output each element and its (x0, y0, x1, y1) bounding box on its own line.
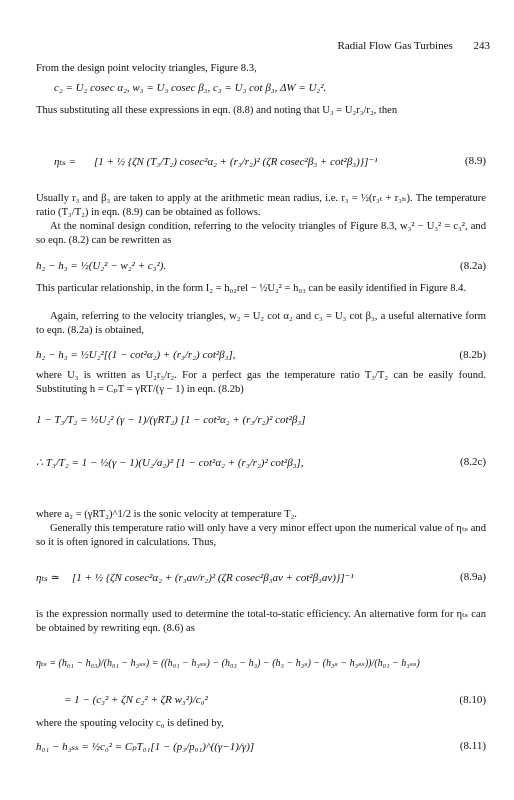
paragraph: Usually r₃ and β₃ are taken to apply at the arithmetic mean radius, i.e. r₃ = ½(r₃ₜ + r₃ₕ). The temperature ratio (T₃/T₂) in eqn. (8.9) can be obtained as follows. (36, 193, 486, 218)
equation-text: c₂ = U₂ cosec α₂, w₃ = U₃ cosec β₃, c₃ = U₃ cot β₃, ΔW = U₂². (54, 82, 327, 94)
equation-8-2c (36, 450, 486, 478)
equation-text: h₂ − h₃ = ½(U₂² − w₂² + c₃²). (36, 260, 167, 272)
equation-8-10 (36, 694, 486, 708)
equation-number: (8.2c) (460, 456, 486, 468)
equation-temperature-ratio (36, 410, 486, 434)
equation-velocity-relations (36, 82, 486, 96)
equation-number: (8.2b) (459, 349, 486, 361)
equation-number: (8.2a) (460, 260, 486, 272)
paragraph: where a₂ = (γRT₂)^1/2 is the sonic velocity at temperature T₂. (36, 509, 297, 520)
equation-lhs: ηₜₛ = (54, 156, 77, 168)
paragraph: From the design point velocity triangles, Figure 8.3, (36, 63, 257, 74)
equation-number: (8.10) (459, 694, 486, 706)
equation-8-9 (36, 148, 486, 178)
equation-8-2a (36, 260, 486, 274)
equation-number: (8.9) (464, 155, 486, 167)
paragraph: Thus substituting all these expressions in eqn. (8.8) and noting that U₃ = U₂r₃/r₂, then (36, 105, 398, 116)
paragraph: is the expression normally used to determine the total-to-static efficiency. An alternative form for ηₜₛ can be obtained by rewriting eqn. (8.6) as (36, 609, 486, 634)
paragraph: Again, referring to the velocity triangles, w₂ = U₂ cot α₂ and c₃ = U₃ cot β₃, a useful alternative form to eqn. (8.2a) is obtained, (36, 311, 486, 336)
equation-text: ηₜₛ = (h₀₁ − h₀₃)/(h₀₁ − h₃ₛₛ) = ((h₀₁ − h₃ₛₛ) − (h₀₃ − h₃) − (h₃ − h₃ₛ) − (h₃ₛ − h₃ₛₛ))/(h₀₁ − h₃ₛₛ) (36, 658, 420, 669)
equation-number: (8.9a) (460, 571, 486, 583)
paragraph: This particular relationship, in the form I₂ = h₀₂rel − ½U₂² = h₀₃ can be easily identified in Figure 8.4. (36, 283, 467, 294)
equation-text: [1 + ½ {ζN cosec²α₂ + (r₃av/r₂)² (ζR cosec²β₃av + cot²β₃av)}]⁻¹ (72, 572, 354, 584)
equation-8-11 (36, 740, 486, 754)
equation-number: (8.11) (459, 740, 486, 752)
running-header (320, 40, 490, 52)
equation-text: 1 − T₃/T₂ = ½U₂² (γ − 1)/(γRT₂) [1 − cot²α₂ + (r₃/r₂)² cot²β₃] (36, 414, 306, 426)
equation-lhs: ηₜₛ ≃ (36, 572, 60, 584)
page-number: 243 (473, 40, 490, 52)
running-title: Radial Flow Gas Turbines (337, 40, 453, 52)
equation-8-9a (36, 564, 486, 594)
equation-text: = 1 − (c₃² + ζN c₂² + ζR w₃²)/c₀² (64, 694, 208, 706)
paragraph: where U₃ is written as U₂r₃/r₂. For a perfect gas the temperature ratio T₃/T₂ can be easily found. Substituting h = CₚT = γRT/(γ − 1) in eqn. (8.2b) (36, 370, 486, 395)
equation-text: h₀₁ − h₃ₛₛ = ½c₀² = CₚT₀₁[1 − (p₃/p₀₁)^((γ−1)/γ)] (36, 741, 255, 753)
equation-text: h₂ − h₃ = ½U₂²[(1 − cot²α₂) + (r₃/r₂) cot²β₃], (36, 349, 236, 361)
equation-8-2b (36, 349, 486, 363)
paragraph: where the spouting velocity c₀ is defined by, (36, 718, 224, 729)
equation-text: ∴ T₃/T₂ = 1 − ½(γ − 1)(U₂/a₂)² [1 − cot²α₂ + (r₃/r₂)² cot²β₃], (36, 457, 304, 469)
equation-efficiency-expansion (36, 650, 486, 682)
paragraph: Generally this temperature ratio will only have a very minor effect upon the numerical value of ηₜₛ and so it is often ignored in calculations. Thus, (36, 523, 486, 548)
equation-text: [1 + ½ {ζN (T₃/T₂) cosec²α₂ + (r₃/r₂)² (ζR cosec²β₃ + cot²β₃)}]⁻¹ (94, 156, 378, 168)
paragraph: At the nominal design condition, referring to the velocity triangles of Figure 8.3, w₃² − U₃² = c₃², and so eqn. (8.2) can be rewritten as (36, 221, 486, 246)
